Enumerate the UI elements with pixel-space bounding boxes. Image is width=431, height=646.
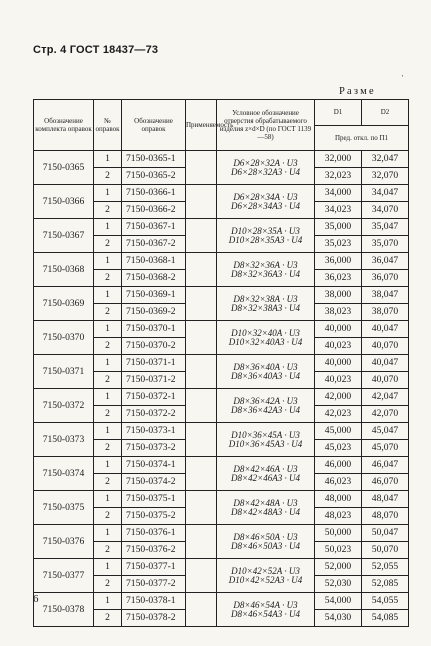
header-d2: D2 [362, 100, 409, 126]
d2-cell: 38,070 [362, 304, 409, 321]
header-condition: Условное обозначение отверстия обрабатываемого изделия z×d×D (по ГОСТ 1139—58) [217, 100, 315, 151]
mandrel-designation-cell: 7150-0366-1 [122, 185, 186, 202]
d1-cell: 42,023 [315, 406, 362, 423]
header-mandrel-number: № оправок [94, 100, 122, 151]
table-row [34, 151, 409, 168]
table-row [34, 491, 409, 508]
condition-cell [217, 287, 315, 321]
d1-cell: 45,000 [315, 423, 362, 440]
d2-cell: 36,047 [362, 253, 409, 270]
condition-line: D10×28×35A · U3 [231, 225, 300, 236]
condition-line: D8×32×36A · U3 [233, 259, 298, 270]
note-cell [186, 559, 217, 593]
d1-cell: 34,023 [315, 202, 362, 219]
condition-line: D8×42×48A3 · U4 [231, 506, 300, 517]
condition-line: D8×32×36A3 · U4 [231, 268, 300, 279]
mandrel-number-cell: 2 [94, 610, 122, 627]
note-cell [186, 593, 217, 627]
d2-cell: 46,047 [362, 457, 409, 474]
note-cell [186, 151, 217, 185]
condition-line: D10×36×45A3 · U4 [228, 438, 303, 449]
mandrel-number-cell: 2 [94, 338, 122, 355]
table-row [34, 253, 409, 270]
d2-cell: 48,070 [362, 508, 409, 525]
table-row [34, 525, 409, 542]
condition-line: D8×36×40A · U3 [233, 361, 298, 372]
table-row [34, 457, 409, 474]
note-cell [186, 491, 217, 525]
d1-cell: 50,023 [315, 542, 362, 559]
d2-cell: 54,085 [362, 610, 409, 627]
condition-line: D8×32×38A3 · U4 [231, 302, 300, 313]
set-designation-cell: 7150-0378 [34, 593, 94, 627]
condition-line: D8×46×54A3 · U4 [231, 608, 300, 619]
note-cell [186, 219, 217, 253]
table-row [34, 185, 409, 202]
set-designation-cell: 7150-0365 [34, 151, 94, 185]
condition-line: D6×28×32A · U3 [233, 157, 298, 168]
page-number: 6 [33, 593, 39, 605]
d1-cell: 36,000 [315, 253, 362, 270]
set-designation-cell: 7150-0367 [34, 219, 94, 253]
d1-cell: 38,000 [315, 287, 362, 304]
mandrel-number-cell: 1 [94, 151, 122, 168]
condition-line: D8×32×38A · U3 [233, 293, 298, 304]
mandrel-designation-cell: 7150-0370-2 [122, 338, 186, 355]
d1-cell: 40,023 [315, 372, 362, 389]
mandrel-designation-cell: 7150-0368-2 [122, 270, 186, 287]
mandrel-designation-cell: 7150-0372-2 [122, 406, 186, 423]
mandrel-number-cell: 1 [94, 253, 122, 270]
d1-cell: 40,000 [315, 321, 362, 338]
condition-line: D8×46×50A3 · U4 [231, 540, 300, 551]
mandrel-designation-cell: 7150-0374-1 [122, 457, 186, 474]
condition-cell [217, 593, 315, 627]
condition-line: D8×42×46A3 · U4 [231, 472, 300, 483]
d1-cell: 50,000 [315, 525, 362, 542]
d2-cell: 35,070 [362, 236, 409, 253]
d2-cell: 50,047 [362, 525, 409, 542]
mandrel-number-cell: 1 [94, 457, 122, 474]
d2-cell: 52,055 [362, 559, 409, 576]
d2-cell: 34,047 [362, 185, 409, 202]
mandrel-designation-cell: 7150-0373-2 [122, 440, 186, 457]
d1-cell: 45,023 [315, 440, 362, 457]
condition-line: D10×42×52A3 · U4 [228, 574, 303, 585]
d1-cell: 35,000 [315, 219, 362, 236]
mandrel-number-cell: 1 [94, 389, 122, 406]
mandrel-designation-cell: 7150-0378-2 [122, 610, 186, 627]
mandrel-designation-cell: 7150-0375-2 [122, 508, 186, 525]
d2-cell: 40,070 [362, 338, 409, 355]
table-row [34, 287, 409, 304]
header-tolerance: Пред. откл. по П1 [315, 125, 409, 151]
mandrel-number-cell: 1 [94, 185, 122, 202]
note-cell [186, 253, 217, 287]
set-designation-cell: 7150-0369 [34, 287, 94, 321]
d1-cell: 32,000 [315, 151, 362, 168]
set-designation-cell: 7150-0368 [34, 253, 94, 287]
d2-cell: 35,047 [362, 219, 409, 236]
mandrel-number-cell: 1 [94, 525, 122, 542]
condition-line: D8×42×46A · U3 [233, 463, 298, 474]
d1-cell: 52,000 [315, 559, 362, 576]
table-row [34, 219, 409, 236]
condition-line: D10×32×40A · U3 [231, 327, 300, 338]
d2-cell: 36,070 [362, 270, 409, 287]
mandrel-designation-cell: 7150-0377-2 [122, 576, 186, 593]
mandrel-designation-cell: 7150-0373-1 [122, 423, 186, 440]
d1-cell: 35,023 [315, 236, 362, 253]
d1-cell: 40,000 [315, 355, 362, 372]
mandrel-number-cell: 2 [94, 406, 122, 423]
d2-cell: 54,055 [362, 593, 409, 610]
set-designation-cell: 7150-0374 [34, 457, 94, 491]
mandrel-table [33, 99, 409, 627]
table-row [34, 423, 409, 440]
table-row [34, 389, 409, 406]
mandrel-designation-cell: 7150-0372-1 [122, 389, 186, 406]
mandrel-designation-cell: 7150-0375-1 [122, 491, 186, 508]
header-mandrel-designation: Обозначение оправок [122, 100, 186, 151]
condition-line: D6×28×34A · U3 [233, 191, 298, 202]
mandrel-designation-cell: 7150-0365-1 [122, 151, 186, 168]
set-designation-cell: 7150-0375 [34, 491, 94, 525]
d1-cell: 38,023 [315, 304, 362, 321]
d2-cell: 48,047 [362, 491, 409, 508]
set-designation-cell: 7150-0366 [34, 185, 94, 219]
d1-cell: 48,000 [315, 491, 362, 508]
d2-cell: 38,047 [362, 287, 409, 304]
condition-cell [217, 219, 315, 253]
d1-cell: 40,023 [315, 338, 362, 355]
d2-cell: 40,047 [362, 321, 409, 338]
mandrel-designation-cell: 7150-0366-2 [122, 202, 186, 219]
table-body [34, 151, 409, 627]
mandrel-number-cell: 1 [94, 219, 122, 236]
header-set-designation: Обозначение комплекта оправок [34, 100, 94, 151]
set-designation-cell: 7150-0372 [34, 389, 94, 423]
mandrel-designation-cell: 7150-0367-1 [122, 219, 186, 236]
size-label: Разме [339, 86, 376, 97]
d1-cell: 32,023 [315, 168, 362, 185]
set-designation-cell: 7150-0373 [34, 423, 94, 457]
condition-line: D8×42×48A · U3 [233, 497, 298, 508]
d2-cell: 32,070 [362, 168, 409, 185]
condition-cell [217, 559, 315, 593]
condition-cell [217, 389, 315, 423]
d1-cell: 42,000 [315, 389, 362, 406]
condition-line: D10×28×35A3 · U4 [228, 234, 303, 245]
mandrel-designation-cell: 7150-0368-1 [122, 253, 186, 270]
mandrel-designation-cell: 7150-0370-1 [122, 321, 186, 338]
mandrel-number-cell: 2 [94, 236, 122, 253]
note-cell [186, 423, 217, 457]
d2-cell: 46,070 [362, 474, 409, 491]
condition-line: D10×36×45A · U3 [231, 429, 300, 440]
note-cell [186, 321, 217, 355]
d2-cell: 32,047 [362, 151, 409, 168]
table-row [34, 321, 409, 338]
condition-cell [217, 185, 315, 219]
note-cell [186, 355, 217, 389]
mandrel-designation-cell: 7150-0378-1 [122, 593, 186, 610]
condition-cell [217, 253, 315, 287]
d2-cell: 52,085 [362, 576, 409, 593]
mandrel-designation-cell: 7150-0376-1 [122, 525, 186, 542]
mandrel-number-cell: 2 [94, 542, 122, 559]
mandrel-number-cell: 2 [94, 508, 122, 525]
d1-cell: 52,030 [315, 576, 362, 593]
d2-cell: 50,070 [362, 542, 409, 559]
mandrel-number-cell: 2 [94, 168, 122, 185]
mandrel-designation-cell: 7150-0371-1 [122, 355, 186, 372]
condition-line: D8×36×42A · U3 [233, 395, 298, 406]
note-cell [186, 457, 217, 491]
mandrel-designation-cell: 7150-0369-2 [122, 304, 186, 321]
mandrel-number-cell: 2 [94, 440, 122, 457]
note-cell [186, 389, 217, 423]
page-title: Стр. 4 ГОСТ 18437—73 [33, 44, 159, 56]
d2-cell: 45,070 [362, 440, 409, 457]
d2-cell: 45,047 [362, 423, 409, 440]
set-designation-cell: 7150-0371 [34, 355, 94, 389]
mandrel-number-cell: 1 [94, 321, 122, 338]
mandrel-designation-cell: 7150-0376-2 [122, 542, 186, 559]
mandrel-number-cell: 1 [94, 593, 122, 610]
mandrel-number-cell: 1 [94, 559, 122, 576]
set-designation-cell: 7150-0376 [34, 525, 94, 559]
condition-line: D6×28×32A3 · U4 [231, 166, 300, 177]
mandrel-number-cell: 2 [94, 474, 122, 491]
condition-cell [217, 525, 315, 559]
margin-mark: ' [402, 74, 404, 82]
condition-cell [217, 355, 315, 389]
mandrel-number-cell: 1 [94, 423, 122, 440]
condition-cell [217, 457, 315, 491]
condition-line: D8×36×42A3 · U4 [231, 404, 300, 415]
condition-line: D6×28×34A3 · U4 [231, 200, 300, 211]
table-row [34, 355, 409, 372]
d1-cell: 36,023 [315, 270, 362, 287]
condition-cell [217, 151, 315, 185]
note-cell [186, 287, 217, 321]
table-row [34, 593, 409, 610]
condition-cell [217, 321, 315, 355]
table-row [34, 559, 409, 576]
d2-cell: 42,070 [362, 406, 409, 423]
condition-cell [217, 423, 315, 457]
d1-cell: 46,023 [315, 474, 362, 491]
header-note: Применяемость [186, 100, 217, 151]
d1-cell: 54,030 [315, 610, 362, 627]
d1-cell: 46,000 [315, 457, 362, 474]
mandrel-number-cell: 2 [94, 304, 122, 321]
note-cell [186, 525, 217, 559]
mandrel-designation-cell: 7150-0369-1 [122, 287, 186, 304]
mandrel-number-cell: 2 [94, 576, 122, 593]
d2-cell: 40,047 [362, 355, 409, 372]
mandrel-number-cell: 2 [94, 372, 122, 389]
d1-cell: 48,023 [315, 508, 362, 525]
d1-cell: 34,000 [315, 185, 362, 202]
condition-line: D10×42×52A · U3 [231, 565, 300, 576]
mandrel-number-cell: 1 [94, 491, 122, 508]
d2-cell: 34,070 [362, 202, 409, 219]
mandrel-designation-cell: 7150-0371-2 [122, 372, 186, 389]
d1-cell: 54,000 [315, 593, 362, 610]
header-d1: D1 [315, 100, 362, 126]
mandrel-designation-cell: 7150-0377-1 [122, 559, 186, 576]
mandrel-designation-cell: 7150-0374-2 [122, 474, 186, 491]
set-designation-cell: 7150-0370 [34, 321, 94, 355]
condition-line: D8×46×54A · U3 [233, 599, 298, 610]
mandrel-designation-cell: 7150-0367-2 [122, 236, 186, 253]
condition-line: D8×46×50A · U3 [233, 531, 298, 542]
mandrel-number-cell: 1 [94, 355, 122, 372]
set-designation-cell: 7150-0377 [34, 559, 94, 593]
mandrel-designation-cell: 7150-0365-2 [122, 168, 186, 185]
condition-line: D10×32×40A3 · U4 [228, 336, 303, 347]
note-cell [186, 185, 217, 219]
d2-cell: 42,047 [362, 389, 409, 406]
mandrel-number-cell: 2 [94, 270, 122, 287]
condition-cell [217, 491, 315, 525]
mandrel-number-cell: 2 [94, 202, 122, 219]
d2-cell: 40,070 [362, 372, 409, 389]
condition-line: D8×36×40A3 · U4 [231, 370, 300, 381]
mandrel-number-cell: 1 [94, 287, 122, 304]
